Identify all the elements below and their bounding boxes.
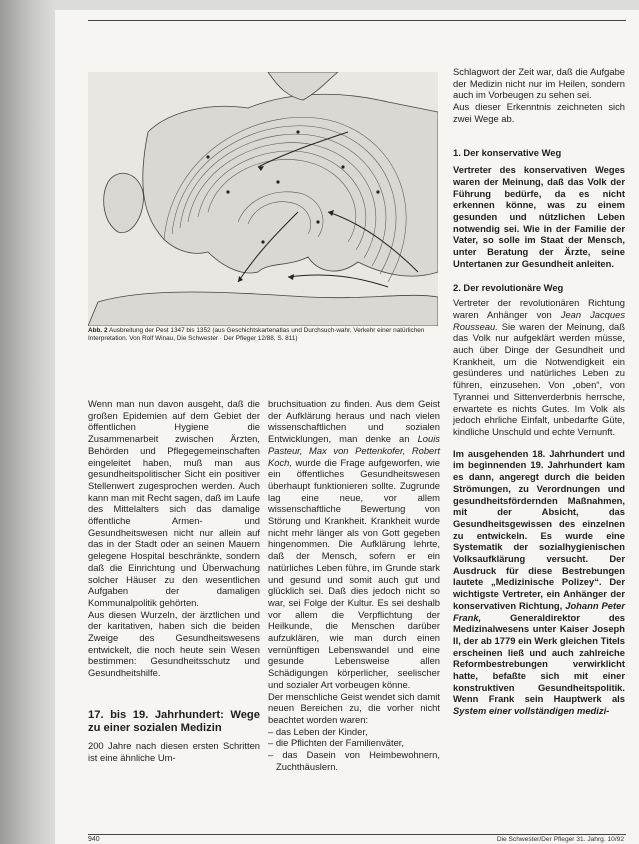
europe-map-drawing <box>88 72 438 326</box>
page-number: 940 <box>88 836 100 843</box>
subheading-conservative: 1. Der konservative Weg <box>453 146 562 158</box>
paragraph-text: Im ausgehenden 18. Jahrhundert und im beginnenden 19. Jahrhundert kam es dann, angeregt durch die beiden Strömungen, zu Verordnungen und gesundheitsfördernden Maßnahmen, mit der Absicht, das Gesundheitsgewissen des einzelnen zu entwickeln. Es wurde eine Systematik der sozialhygienischen Volksaufklärung versucht. Der Ausdruck für diese Bestrebungen lautete „Medizinische Polizey“. Der wichtigste Vertreter, ein Anhänger der konservativen Richtung, <box>453 447 625 611</box>
paragraph: Schlagwort der Zeit war, daß die Aufgabe der Medizin nicht nur im Heilen, sondern auch im Vorbeugen zu sehen sei. <box>453 66 625 101</box>
person-name: Johann Peter Frank, <box>453 599 625 623</box>
paragraph: 200 Jahre nach diesen ersten Schritten ist eine ähnliche Um- <box>88 739 260 763</box>
paragraph: Wenn man nun davon ausgeht, daß die großen Epidemien auf dem Gebiet der öffentlichen Hygiene die Zusammenarbeit zwischen Ärzten, Behörden und Pflegegemeinschaften eingeleitet haben, muß man aus gesundheitspolitischer Sicht ein positiver Stellenwert zugesprochen werden. Auch kann man mit Recht sagen, daß im Laufe des Mittelalters sich das damalige öffentliche Armen- und Gesundheitswesen nicht nur allein auf das in der Stadt oder an seinen Mauern gelegene Hospital beschränkte, sondern daß die Einrichtung und Überwachung solcher Häuser zu den wesentlichen Aufgaben der damaligen Kommunalpolitik gehörten. <box>88 398 260 608</box>
paragraph <box>453 297 625 437</box>
paragraph-text: Generaldirektor des Medizinalwesens unter Kaiser Joseph II, der ab 1779 ein Werk gleichen Titels erscheinen ließ und auch zahlreiche Reformbestrebungen verwirklicht hatte, befaßte sich mit einer konstruktiven Gesundheitspolitik. Wenn Frank sein Hauptwerk als <box>453 611 626 705</box>
paragraph <box>453 448 625 717</box>
list-item: – die Pflichten der Familienväter, <box>268 737 405 749</box>
scientist-names: Louis Pasteur, Max von Pettenkofer, Robert Koch, <box>268 433 440 468</box>
journal-footer: Die Schwester/Der Pfleger 31. Jahrg. 10/92 <box>496 836 624 843</box>
paragraph-text: wurde die Frage aufgeworfen, wie ein öffentliches Gesundheitswesen überhaupt funktionieren sollte. Zugrunde lag eine neue, vor allem wissenschaftliche Bewertung von Störung und Krankheit. Krankheit wurde nicht mehr länger als von Gott gegeben hingenommen. Die Aufklärung lehrte, daß der Mensch, sofern er ein natürliches Leben führe, im Grunde stark und gesund und somit auch gut und glücklich sei. Daß dies jedoch nicht so war, sei Folge der Kultur. Es sei deshalb vor allem die Verpflichtung der Heilkunde, die Menschen darüber aufzuklären, wie man durch einen vernünftigen Lebenswandel und eine gesunde Lebensweise allen Schädigungen körperlicher, seelischer und sozialer Art vorbeugen könne. <box>268 456 440 690</box>
text-column-left <box>88 398 260 763</box>
text-column-right <box>453 66 625 717</box>
paragraph: Der menschliche Geist wendet sich damit neuen Bereichen zu, die vorher nicht beachtet worden waren: <box>268 690 440 725</box>
top-rule <box>88 20 626 21</box>
paragraph: Vertreter des konservativen Weges waren der Meinung, daß das Volk der Führung bedürfe, da es nicht erkennen könne, was zu einem gesunden und nützlichen Leben notwendig sei. Wie in der Familie der Vater, so solle im Staat der Mensch, unter Beratung der Ärzte, seine Untertanen zur Gesundheit anleiten. <box>453 164 625 269</box>
list-item-text: das Leben der Kinder, <box>275 725 368 737</box>
paragraph-text: Vertreter der revolutionären Richtung waren Anhänger von <box>453 297 625 320</box>
text-column-middle <box>268 398 440 773</box>
figure-caption <box>88 327 438 343</box>
list-item: – das Dasein von Heimbewohnern, Zuchthäuslern. <box>268 749 440 772</box>
list-item-text: die Pflichten der Familienväter, <box>275 737 405 749</box>
paragraph-text: Sie waren der Meinung, daß das Volk nur aufgeklärt werden müsse, auch über Dinge der Gesundheit und Krankheit, um die Notwendigkeit ein gesünderes und natürliches Leben zu führen, einzusehen. Von „oben“, von Tyrannei und Sittenverderbnis herrsche, erwartete es nichts Gutes. Im Volk als jedoch ehrliche Einfalt, unbedarfte Güte, kindliche Unschuld und echte Vernunft. <box>453 320 625 437</box>
plague-map-figure <box>88 72 438 326</box>
subheading-revolutionary: 2. Der revolutionäre Weg <box>453 281 564 293</box>
list-item: – das Leben der Kinder, <box>268 725 368 737</box>
figure-caption-lead: Abb. 2 <box>88 327 108 334</box>
section-heading: 17. bis 19. Jahrhundert: Wege zu einer sozialen Medizin <box>88 708 260 734</box>
paragraph: Aus dieser Erkenntnis zeichneten sich zwei Wege ab. <box>453 101 625 124</box>
person-name: Jean Jacques Rousseau. <box>453 308 626 332</box>
paragraph <box>268 398 440 691</box>
paragraph: Aus diesen Wurzeln, der ärztlichen und der karitativen, haben sich die beiden Zweige des Gesundheitswesens entwickelt, die noch heute sein Wesen bestimmen: Gesundheitsschutz und Gesundheitshilfe. <box>88 608 260 679</box>
bottom-rule <box>88 834 626 835</box>
figure-caption-text: Ausbreitung der Pest 1347 bis 1352 (aus Geschichtskartenatlas und Durchsuch-wahr, Verkehr einer natürlichen Interpretation. Von Rolf Winau, Die Schwester · Der Pfleger 12/88, S. 811) <box>88 327 425 342</box>
paragraph-text: bruchsituation zu finden. Aus dem Geist der Aufklärung heraus und nach vielen wissenschaftlichen und sozialen Entwicklungen, man denke an <box>268 398 440 445</box>
binding-shadow <box>0 0 55 844</box>
paragraph-text: System einer vollständigen medizi- <box>453 705 610 717</box>
dash-list <box>268 726 440 773</box>
list-item-text: das Dasein von Heimbewohnern, Zuchthäuslern. <box>276 749 440 772</box>
